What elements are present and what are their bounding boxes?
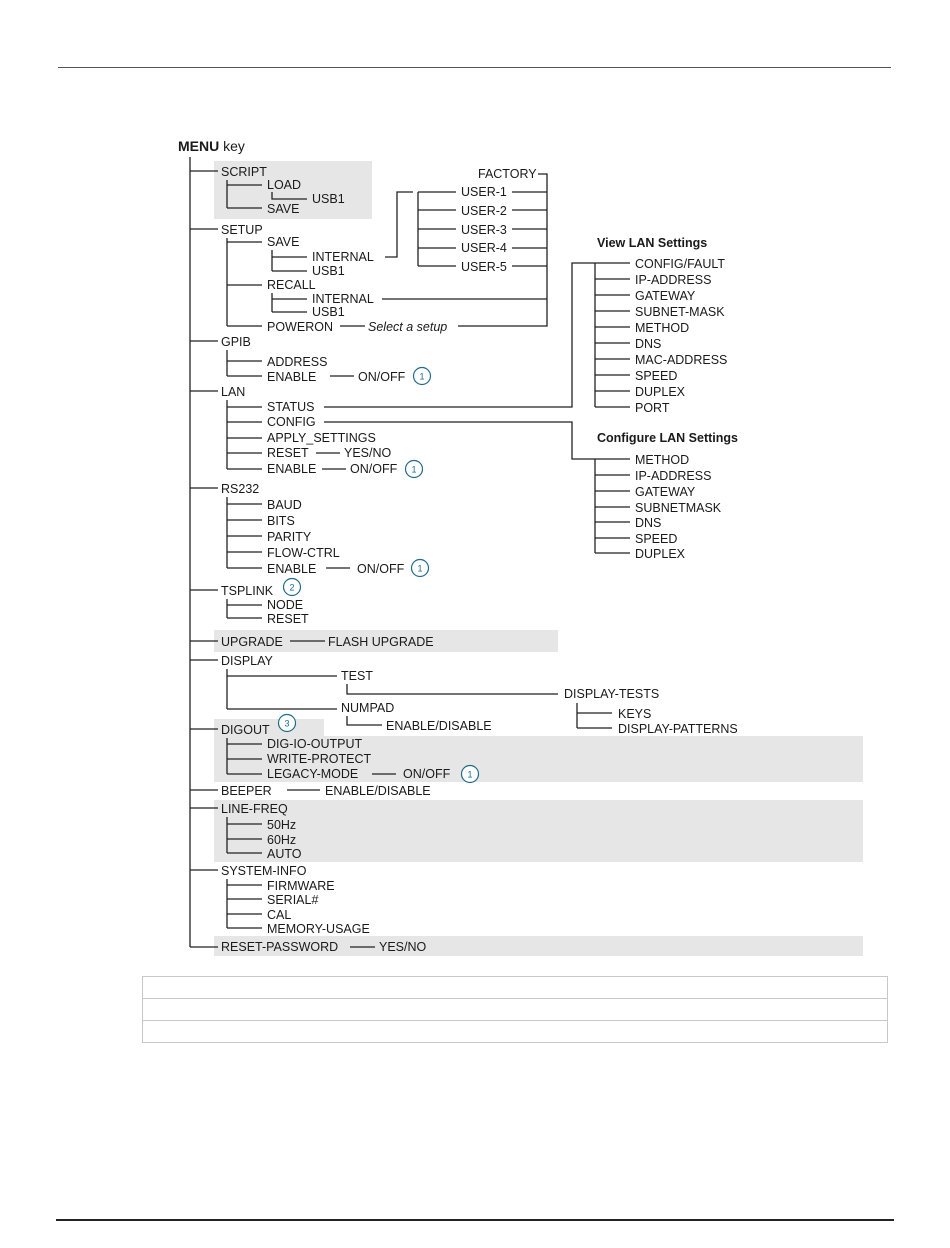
gpib-onoff: ON/OFF (358, 370, 406, 384)
digout-write-protect: WRITE-PROTECT (267, 752, 372, 766)
tsplink-reset: RESET (267, 612, 309, 626)
callout-3-digout-number: 3 (284, 718, 290, 729)
system-info-cal: CAL (267, 908, 292, 922)
lan-apply-settings: APPLY_SETTINGS (267, 431, 376, 445)
tsplink-node: NODE (267, 598, 304, 612)
view-lan-method: METHOD (635, 321, 690, 335)
config-lan-method: METHOD (635, 453, 690, 467)
view-lan-duplex: DUPLEX (635, 385, 686, 399)
config-lan-dns: DNS (635, 516, 662, 530)
tsplink-label: TSPLINK (221, 584, 274, 598)
upgrade-label: UPGRADE (221, 635, 283, 649)
rs232-onoff: ON/OFF (357, 562, 405, 576)
gpib-label: GPIB (221, 335, 251, 349)
gpib-enable: ENABLE (267, 370, 317, 384)
rs232-enable: ENABLE (267, 562, 317, 576)
rs232-baud: BAUD (267, 498, 302, 512)
config-lan-ip-address: IP-ADDRESS (635, 469, 712, 483)
rs232-label: RS232 (221, 482, 260, 496)
system-info-memory-usage: MEMORY-USAGE (267, 922, 370, 936)
lan-enable: ENABLE (267, 462, 317, 476)
lan-enable-onoff: ON/OFF (350, 462, 398, 476)
footer-rule (56, 1219, 894, 1221)
system-info-firmware: FIRMWARE (267, 879, 335, 893)
callout-1-digout-number: 1 (467, 769, 473, 780)
system-info-serial: SERIAL# (267, 893, 319, 907)
config-lan-gateway: GATEWAY (635, 485, 696, 499)
view-lan-settings-title: View LAN Settings (597, 236, 708, 250)
rs232-flow-ctrl: FLOW-CTRL (267, 546, 340, 560)
lan-label: LAN (221, 385, 246, 399)
rs232-bits: BITS (267, 514, 295, 528)
display-test: TEST (341, 669, 373, 683)
lan-reset-yesno: YES/NO (344, 446, 392, 460)
notes-row (143, 1021, 887, 1042)
callout-1-rs232-number: 1 (417, 563, 423, 574)
callout-1-gpib-number: 1 (419, 371, 425, 382)
view-lan-speed: SPEED (635, 369, 678, 383)
setup-save-internal: INTERNAL (312, 250, 374, 264)
notes-row (143, 999, 887, 1021)
setup-target-user5: USER-5 (461, 260, 507, 274)
beeper-label: BEEPER (221, 784, 272, 798)
view-lan-dns: DNS (635, 337, 662, 351)
line-freq-label: LINE-FREQ (221, 802, 288, 816)
setup-recall-usb1: USB1 (312, 305, 345, 319)
setup-recall-internal: INTERNAL (312, 292, 374, 306)
line-freq-50hz: 50Hz (267, 818, 297, 832)
callout-2-tsplink-number: 2 (289, 582, 295, 593)
digout-dig-io-output: DIG-IO-OUTPUT (267, 737, 363, 751)
lan-status: STATUS (267, 400, 315, 414)
notes-table (142, 976, 888, 1043)
config-lan-speed: SPEED (635, 532, 678, 546)
digout-legacy-onoff: ON/OFF (403, 767, 451, 781)
view-lan-config-fault: CONFIG/FAULT (635, 257, 726, 271)
view-lan-ip-address: IP-ADDRESS (635, 273, 712, 287)
display-label: DISPLAY (221, 654, 273, 668)
script-load: LOAD (267, 178, 302, 192)
display-numpad: NUMPAD (341, 701, 395, 715)
setup-save: SAVE (267, 235, 300, 249)
linefreq-shade (214, 800, 863, 862)
setup-poweron: POWERON (267, 320, 333, 334)
config-lan-subnetmask: SUBNETMASK (635, 501, 722, 515)
digout-legacy-mode: LEGACY-MODE (267, 767, 359, 781)
view-lan-port: PORT (635, 401, 670, 415)
config-lan-duplex: DUPLEX (635, 547, 686, 561)
setup-target-user1: USER-1 (461, 185, 507, 199)
setup-label: SETUP (221, 223, 263, 237)
display-keys: KEYS (618, 707, 652, 721)
display-numpad-enable-disable: ENABLE/DISABLE (386, 719, 492, 733)
lan-reset: RESET (267, 446, 309, 460)
display-tests: DISPLAY-TESTS (564, 687, 660, 701)
display-patterns: DISPLAY-PATTERNS (618, 722, 738, 736)
menu-key-title: MENU key (178, 138, 245, 154)
script-load-usb1: USB1 (312, 192, 345, 206)
setup-target-user2: USER-2 (461, 204, 507, 218)
rs232-parity: PARITY (267, 530, 312, 544)
callout-1-lan-number: 1 (411, 464, 417, 475)
setup-target-factory: FACTORY (478, 167, 537, 181)
gpib-address: ADDRESS (267, 355, 328, 369)
setup-recall: RECALL (267, 278, 316, 292)
upgrade-flash: FLASH UPGRADE (328, 635, 434, 649)
notes-row (143, 977, 887, 999)
configure-lan-settings-title: Configure LAN Settings (597, 431, 738, 445)
view-lan-subnet-mask: SUBNET-MASK (635, 305, 725, 319)
beeper-enable-disable: ENABLE/DISABLE (325, 784, 431, 798)
line-freq-auto: AUTO (267, 847, 302, 861)
lan-config: CONFIG (267, 415, 316, 429)
view-lan-mac-address: MAC-ADDRESS (635, 353, 728, 367)
system-info-label: SYSTEM-INFO (221, 864, 307, 878)
view-lan-gateway: GATEWAY (635, 289, 696, 303)
setup-save-usb1: USB1 (312, 264, 345, 278)
reset-password-label: RESET-PASSWORD (221, 940, 339, 954)
digout-label: DIGOUT (221, 723, 270, 737)
script-label: SCRIPT (221, 165, 267, 179)
select-a-setup-label: Select a setup (368, 320, 448, 334)
setup-target-user3: USER-3 (461, 223, 507, 237)
line-freq-60hz: 60Hz (267, 833, 297, 847)
setup-target-user4: USER-4 (461, 241, 507, 255)
reset-password-yesno: YES/NO (379, 940, 427, 954)
script-save: SAVE (267, 202, 300, 216)
